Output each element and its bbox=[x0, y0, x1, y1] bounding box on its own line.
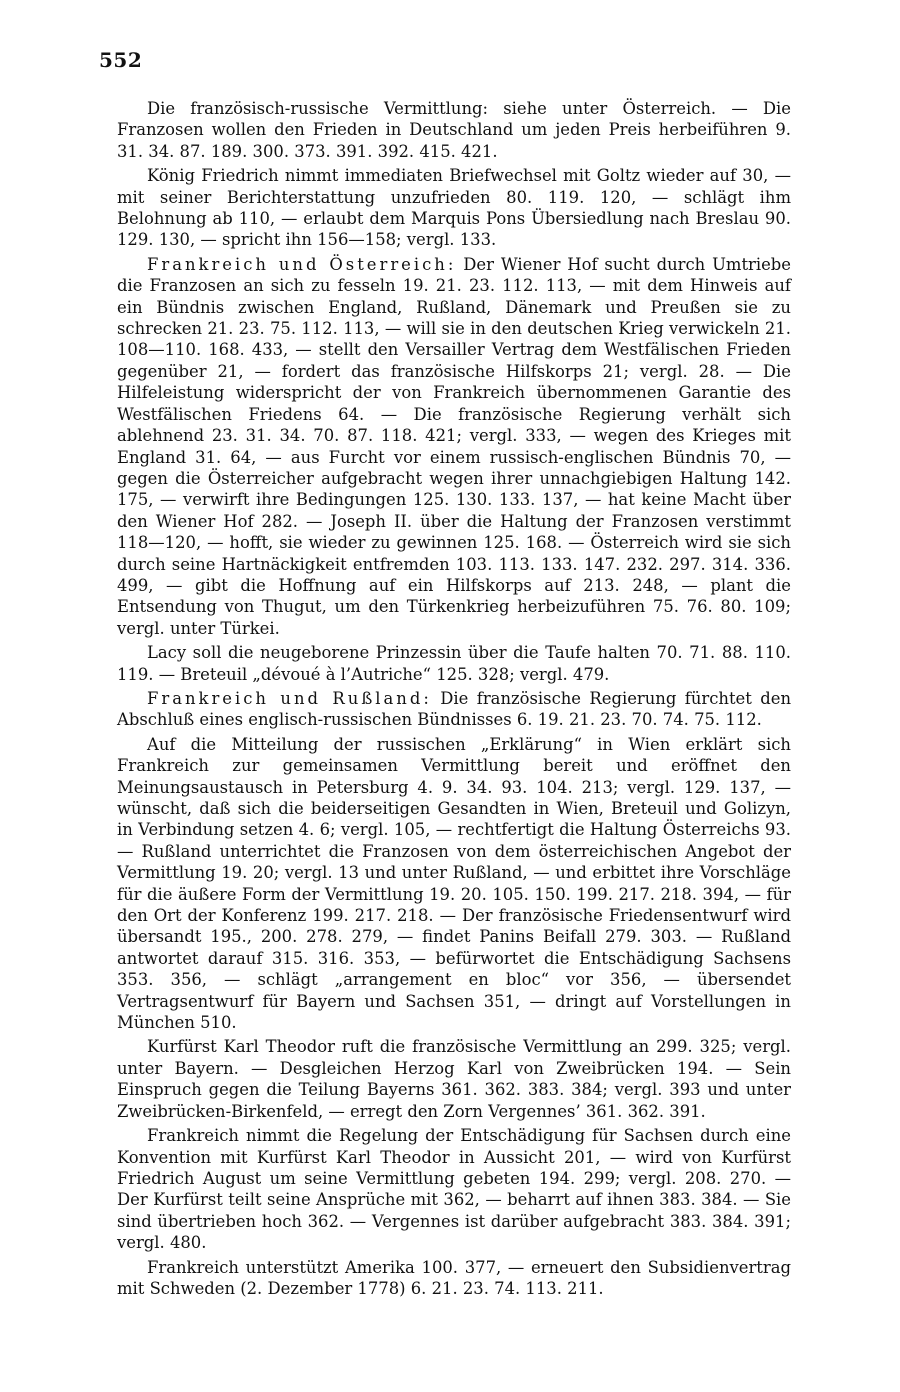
paragraph-text: Frankreich nimmt die Regelung der Entschädigung für Sachsen durch eine Konvention mit Kurfürst Karl Theodor in Aussicht 201, — wird von Kurfürst Friedrich August um seine Vermittlung gebeten 194. 299; vergl. 208. 270. — Der Kurfürst teilt seine Ansprüche mit 362, — beharrt auf ihnen 383. 384. — Sie sind übertrieben hoch 362. — Vergennes ist darüber aufgebracht 383. 384. 391; vergl. 480. bbox=[117, 1126, 791, 1253]
paragraph-king-friedrich-goltz bbox=[117, 165, 791, 251]
section-lead-france-austria: Frankreich und Österreich: bbox=[147, 254, 457, 274]
paragraph-lacy-princess bbox=[117, 642, 791, 685]
paragraph-russian-declaration bbox=[117, 734, 791, 1034]
paragraph-text: Auf die Mitteilung der russischen „Erklärung“ in Wien erklärt sich Frankreich zur gemeinsamen Vermittlung bereit und eröffnet den Meinungsaustausch in Petersburg 4. 9. 34. 93. 104. 213; vergl. 129. 137, — wünscht, daß sich die beiderseitigen Gesandten in Wien, Breteuil und Golizyn, in Verbindung setzen 4. 6; vergl. 105, — rechtfertigt die Haltung Österreichs 93. — Rußland unterrichtet die Franzosen von dem österreichischen Angebot der Vermittlung 19. 20; vergl. 13 und unter Rußland, — und erbittet ihre Vorschläge für die äußere Form der Vermittlung 19. 20. 105. 150. 199. 217. 218. 394, — für den Ort der Konferenz 199. 217. 218. — Der französische Friedensentwurf wird übersandt 195., 200. 278. 279, — findet Panins Beifall 279. 303. — Rußland antwortet darauf 315. 316. 353, — befürwortet die Entschädigung Sachsens 353. 356, — schlägt „arrangement en bloc“ vor 356, — übersendet Vertragsentwurf für Bayern und Sachsen 351, — dringt auf Vorstellungen in München 510. bbox=[117, 734, 791, 1033]
paragraph-saxony-compensation bbox=[117, 1125, 791, 1253]
paragraph-text: Kurfürst Karl Theodor ruft die französische Vermittlung an 299. 325; vergl. unter Bayern. — Desgleichen Herzog Karl von Zweibrücken 194. — Sein Einspruch gegen die Teilung Bayerns 361. 362. 383. 384; vergl. 393 und unter Zweibrücken-Birkenfeld, — erregt den Zorn Vergennes’ 361. 362. 391. bbox=[117, 1037, 791, 1121]
paragraph-america-sweden bbox=[117, 1257, 791, 1300]
paragraph-text: Die französische Regierung fürchtet den Abschluß eines englisch-russischen Bündnisses 6. 19. 21. 23. 70. 74. 75. 112. bbox=[117, 688, 791, 730]
paragraph-france-russia bbox=[117, 688, 791, 731]
paragraph-text: Lacy soll die neugeborene Prinzessin über die Taufe halten 70. 71. 88. 110. 119. — Breteuil „dévoué à l’Autriche“ 125. 328; vergl. 479. bbox=[117, 643, 791, 684]
paragraph-text: Die französisch-russische Vermittlung: siehe unter Österreich. — Die Franzosen wollen den Frieden in Deutschland um jeden Preis herbeiführen 9. 31. 34. 87. 189. 300. 373. 391. 392. 415. 421. bbox=[117, 99, 791, 161]
paragraph-french-russian-mediation bbox=[117, 98, 791, 162]
page-number: 552 bbox=[99, 48, 143, 72]
paragraph-karl-theodor bbox=[117, 1036, 791, 1122]
section-lead-france-russia: Frankreich und Rußland: bbox=[147, 688, 432, 708]
paragraph-text: Der Wiener Hof sucht durch Umtriebe die Franzosen an sich zu fesseln 19. 21. 23. 112. 113, — mit dem Hinweis auf ein Bündnis zwischen England, Rußland, Dänemark und Preußen sie zu schrecken 21. 23. 75. 112. 113, — will sie in den deutschen Krieg verwickeln 21. 108—110. 168. 433, — stellt den Versailler Vertrag dem Westfälischen Frieden gegenüber 21, — fordert das französische Hilfskorps 21; vergl. 28. — Die Hilfeleistung widerspricht der von Frankreich übernommenen Garantie des Westfälischen Friedens 64. — Die französische Regierung verhält sich ablehnend 23. 31. 34. 70. 87. 118. 421; vergl. 333, — wegen des Krieges mit England 31. 64, — aus Furcht vor einem russisch-englischen Bündnis 70, — gegen die Österreicher aufgebracht wegen ihrer unnachgiebigen Haltung 142. 175, — verwirft ihre Bedingungen 125. 130. 133. 137, — hat keine Macht über den Wiener Hof 282. — Joseph II. über die Haltung der Franzosen verstimmt 118—120, — hofft, sie wieder zu gewinnen 125. 168. — Österreich wird sie sich durch seine Hartnäckigkeit entfremden 103. 113. 133. 147. 232. 297. 314. 336. 499, — gibt die Hoffnung auf ein Hilfskorps auf 213. 248, — plant die Entsendung von Thugut, um den Türkenkrieg herbeizuführen 75. 76. 80. 109; vergl. unter Türkei. bbox=[117, 254, 791, 638]
paragraph-text: König Friedrich nimmt immediaten Briefwechsel mit Goltz wieder auf 30, — mit seiner Berichterstattung unzufrieden 80. 119. 120, — schlägt ihm Belohnung ab 110, — erlaubt dem Marquis Pons Übersiedlung nach Breslau 90. 129. 130, — spricht ihn 156—158; vergl. 133. bbox=[117, 166, 791, 250]
paragraph-text: Frankreich unterstützt Amerika 100. 377, — erneuert den Subsidienvertrag mit Schweden (2. Dezember 1778) 6. 21. 23. 74. 113. 211. bbox=[117, 1257, 791, 1298]
index-text-body bbox=[117, 98, 791, 1302]
paragraph-france-austria bbox=[117, 254, 791, 639]
